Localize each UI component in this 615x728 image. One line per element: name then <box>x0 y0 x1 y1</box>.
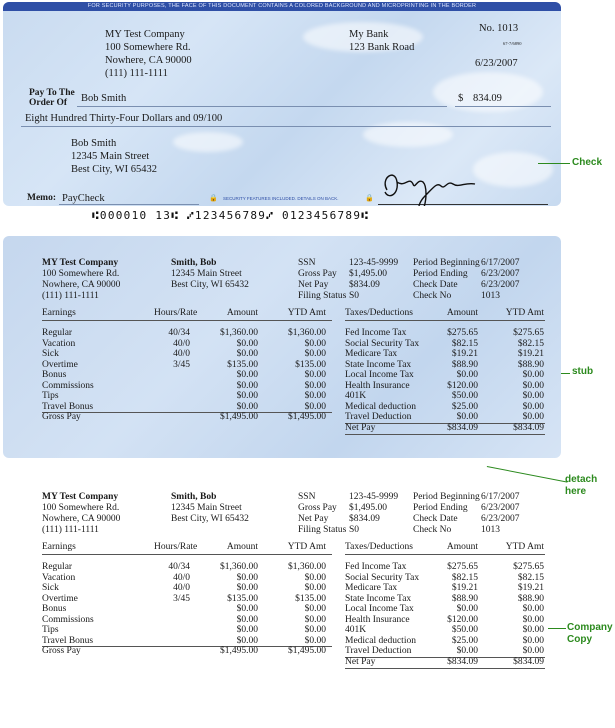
stub-tax-amount: $0.00 <box>456 412 478 422</box>
copy-earning-name: Commissions <box>42 614 94 625</box>
copy-earning-hours: 3/45 <box>173 593 190 604</box>
stub-earning-ytd: $0.00 <box>304 391 326 401</box>
copy-employee-street: 12345 Main Street <box>171 503 242 513</box>
stub-earning-hours: 40/0 <box>173 338 190 349</box>
payee-addr-name: Bob Smith <box>71 138 117 149</box>
copy-company-address1: 100 Somewhere Rd. <box>42 503 120 513</box>
stub-tax-name: Local Income Tax <box>345 370 414 380</box>
copy-tax-ytd: $88.90 <box>517 593 544 604</box>
copy-earning-name: Travel Bonus <box>42 635 94 646</box>
copy-employee-city: Best City, WI 65432 <box>171 514 249 524</box>
annotation-detach: detach here <box>565 474 598 497</box>
stub-gross-amount: $1,495.00 <box>220 412 258 422</box>
payer-name: MY Test Company <box>105 29 185 40</box>
copy-company-name: MY Test Company <box>42 492 119 502</box>
stub-company-phone: (111) 111-1111 <box>42 291 99 301</box>
stub-tax-amount: $275.65 <box>447 328 478 338</box>
stub-tax-ytd: $0.00 <box>522 380 544 391</box>
stub-gross-label: Gross Pay <box>42 412 81 422</box>
divider <box>345 554 545 555</box>
annotation-check: Check <box>572 157 603 168</box>
copy-tax-ytd: $0.00 <box>522 646 544 656</box>
copy-earning-name: Overtime <box>42 593 78 604</box>
stub-period-label: Period Beginning <box>413 258 480 268</box>
copy-hours-header: Hours/Rate <box>154 542 198 552</box>
stub-earning-amount: $0.00 <box>236 380 258 391</box>
copy-info-value: 123-45-9999 <box>349 492 399 502</box>
copy-tax-name: 401K <box>345 625 367 635</box>
payee-addr-street: 12345 Main Street <box>71 151 150 162</box>
copy-tax-ytd: $0.00 <box>522 635 544 646</box>
pointer-line <box>548 628 566 629</box>
copy-earning-amount: $0.00 <box>236 635 258 646</box>
copy-earning-name: Bonus <box>42 604 67 614</box>
security-note: SECURITY FEATURES INCLUDED. DETAILS ON BACK. <box>223 196 339 201</box>
stub-net-ytd: $834.09 <box>513 422 544 433</box>
copy-info-label: Filing Status <box>298 525 347 535</box>
copy-tax-amount: $275.65 <box>447 562 478 572</box>
stub-net-amount: $834.09 <box>447 422 478 433</box>
stub-tax-amount: $19.21 <box>451 349 478 359</box>
copy-earning-ytd: $135.00 <box>295 593 326 604</box>
stub-tax-amount: $0.00 <box>456 370 478 380</box>
stub-earning-name: Commissions <box>42 380 94 391</box>
copy-earning-amount: $1,360.00 <box>220 562 258 572</box>
stub-earning-amount: $0.00 <box>236 401 258 412</box>
copy-tax-ytd-header: YTD Amt <box>505 542 544 552</box>
copy-tax-ytd: $275.65 <box>513 562 544 572</box>
stub-tax-name: State Income Tax <box>345 359 412 370</box>
stub-info-value: S0 <box>349 291 360 301</box>
stub-tax-amount: $25.00 <box>451 401 478 412</box>
stub-earning-amount: $0.00 <box>236 391 258 401</box>
order-of-label: Order Of <box>29 98 68 108</box>
stub-tax-name: Travel Deduction <box>345 412 412 422</box>
copy-net-label: Net Pay <box>345 656 376 667</box>
copy-company-address2: Nowhere, CA 90000 <box>42 514 121 524</box>
stub-tax-ytd: $0.00 <box>522 370 544 380</box>
stub-tax-ytd: $275.65 <box>513 328 544 338</box>
copy-period-label: Check Date <box>413 514 458 524</box>
copy-ytd-header: YTD Amt <box>287 542 326 552</box>
stub-period-value: 6/23/2007 <box>481 280 520 290</box>
stub-tax-name: Health Insurance <box>345 380 410 391</box>
memo-label: Memo: <box>27 193 57 203</box>
stub-tax-amount: $88.90 <box>451 359 478 370</box>
copy-earning-ytd: $0.00 <box>304 583 326 593</box>
stub-earning-name: Sick <box>42 349 59 359</box>
stub-info-label: Gross Pay <box>298 269 337 279</box>
copy-earning-ytd: $0.00 <box>304 625 326 635</box>
stub-info-label: Filing Status <box>298 291 347 301</box>
copy-period-value: 1013 <box>481 525 500 535</box>
amount-words: Eight Hundred Thirty-Four Dollars and 09/100 <box>25 113 223 124</box>
stub-period-label: Check No <box>413 291 452 301</box>
stub-tax-ytd: $0.00 <box>522 391 544 401</box>
stub-period-value: 1013 <box>481 291 500 301</box>
stub-tax-ytd-header: YTD Amt <box>505 308 544 318</box>
stub-employee-name: Smith, Bob <box>171 258 217 268</box>
copy-earning-amount: $135.00 <box>227 593 258 604</box>
stub-tax-ytd: $88.90 <box>517 359 544 370</box>
copy-tax-ytd: $0.00 <box>522 614 544 625</box>
copy-period-label: Period Beginning <box>413 492 480 502</box>
copy-employee-name: Smith, Bob <box>171 492 217 502</box>
stub-tax-name: Social Security Tax <box>345 338 420 349</box>
copy-earning-ytd: $0.00 <box>304 572 326 583</box>
amount: 834.09 <box>473 93 502 104</box>
divider <box>42 554 332 555</box>
copy-period-label: Period Ending <box>413 503 468 513</box>
copy-amount-header: Amount <box>226 542 258 552</box>
copy-earning-amount: $0.00 <box>236 583 258 593</box>
copy-earning-hours: 40/34 <box>168 562 190 572</box>
copy-earning-amount: $0.00 <box>236 614 258 625</box>
stub-earning-ytd: $0.00 <box>304 338 326 349</box>
stub-earning-ytd: $0.00 <box>304 349 326 359</box>
copy-gross-amount: $1,495.00 <box>220 646 258 656</box>
stub-earning-amount: $135.00 <box>227 359 258 370</box>
copy-tax-name: Travel Deduction <box>345 646 412 656</box>
stub-amount-header: Amount <box>226 308 258 318</box>
annotation-stub: stub <box>572 366 594 377</box>
stub-period-label: Check Date <box>413 280 458 290</box>
stub-tax-ytd: $0.00 <box>522 401 544 412</box>
copy-tax-ytd: $82.15 <box>517 572 544 583</box>
stub-taxes-header: Taxes/Deductions <box>345 308 413 318</box>
stub-earning-ytd: $135.00 <box>295 359 326 370</box>
copy-tax-ytd: $0.00 <box>522 625 544 635</box>
copy-net-ytd: $834.09 <box>513 656 544 667</box>
copy-tax-name: State Income Tax <box>345 593 412 604</box>
copy-tax-amount: $88.90 <box>451 593 478 604</box>
stub-earning-amount: $0.00 <box>236 349 258 359</box>
stub-earning-ytd: $1,360.00 <box>288 328 326 338</box>
copy-tax-amount: $120.00 <box>447 614 478 625</box>
stub-tax-name: Fed Income Tax <box>345 328 407 338</box>
divider <box>345 668 545 669</box>
stub-tax-name: 401K <box>345 391 367 401</box>
stub-company-address1: 100 Somewhere Rd. <box>42 269 120 279</box>
stub-company-name: MY Test Company <box>42 258 119 268</box>
copy-earning-amount: $0.00 <box>236 604 258 614</box>
stub-earning-amount: $0.00 <box>236 370 258 380</box>
memo-value: PayCheck <box>62 193 105 204</box>
dollar-sign: $ <box>458 93 464 104</box>
check-date: 6/23/2007 <box>475 58 518 69</box>
copy-info-label: Net Pay <box>298 514 329 524</box>
stub-earning-name: Bonus <box>42 370 67 380</box>
stub-earning-hours: 3/45 <box>173 359 190 370</box>
stub-earning-name: Regular <box>42 328 73 338</box>
copy-earning-name: Regular <box>42 562 73 572</box>
stub-gross-ytd: $1,495.00 <box>288 412 326 422</box>
stub-hours-header: Hours/Rate <box>154 308 198 318</box>
stub-employee-city: Best City, WI 65432 <box>171 280 249 290</box>
stub-earning-amount: $0.00 <box>236 338 258 349</box>
copy-period-value: 6/23/2007 <box>481 503 520 513</box>
copy-tax-name: Local Income Tax <box>345 604 414 614</box>
copy-gross-label: Gross Pay <box>42 646 81 656</box>
signature <box>375 160 485 206</box>
copy-info-label: SSN <box>298 492 316 502</box>
stub-earning-name: Vacation <box>42 338 76 349</box>
payer-address2: Nowhere, CA 90000 <box>105 55 192 66</box>
annotation-company-copy: Company Copy <box>567 622 613 645</box>
copy-tax-amount: $0.00 <box>456 646 478 656</box>
stub-info-label: SSN <box>298 258 316 268</box>
pointer-line <box>538 163 570 164</box>
copy-taxes-header: Taxes/Deductions <box>345 542 413 552</box>
copy-tax-ytd: $0.00 <box>522 604 544 614</box>
divider <box>42 320 332 321</box>
bank-name: My Bank <box>349 29 389 40</box>
payer-phone: (111) 111-1111 <box>105 68 168 79</box>
copy-tax-name: Fed Income Tax <box>345 562 407 572</box>
lock-icon: 🔒 <box>209 194 218 202</box>
copy-gross-ytd: $1,495.00 <box>288 646 326 656</box>
copy-info-value: $834.09 <box>349 514 380 524</box>
copy-tax-ytd: $19.21 <box>517 583 544 593</box>
copy-earning-hours: 40/0 <box>173 583 190 593</box>
stub-ytd-header: YTD Amt <box>287 308 326 318</box>
stub-earning-ytd: $0.00 <box>304 401 326 412</box>
stub-tax-ytd: $19.21 <box>517 349 544 359</box>
stub-earning-amount: $1,360.00 <box>220 328 258 338</box>
stub-earning-ytd: $0.00 <box>304 370 326 380</box>
stub-info-value: $1,495.00 <box>349 269 387 279</box>
security-banner: FOR SECURITY PURPOSES, THE FACE OF THIS DOCUMENT CONTAINS A COLORED BACKGROUND AND MICROPRINTING IN THE BORDER <box>3 2 561 11</box>
copy-earning-amount: $0.00 <box>236 572 258 583</box>
stub-employee-street: 12345 Main Street <box>171 269 242 279</box>
copy-info-label: Gross Pay <box>298 503 337 513</box>
copy-net-amount: $834.09 <box>447 656 478 667</box>
stub-tax-amount: $120.00 <box>447 380 478 391</box>
copy-earnings-header: Earnings <box>42 542 76 552</box>
copy-tax-amount: $19.21 <box>451 583 478 593</box>
copy-earning-amount: $0.00 <box>236 625 258 635</box>
stub-period-value: 6/17/2007 <box>481 258 520 268</box>
copy-earning-ytd: $0.00 <box>304 614 326 625</box>
stub-earning-ytd: $0.00 <box>304 380 326 391</box>
copy-tax-amount: $0.00 <box>456 604 478 614</box>
copy-tax-amount: $25.00 <box>451 635 478 646</box>
copy-period-label: Check No <box>413 525 452 535</box>
check <box>3 2 561 206</box>
stub-period-value: 6/23/2007 <box>481 269 520 279</box>
payer-address1: 100 Somewhere Rd. <box>105 42 191 53</box>
copy-earning-name: Sick <box>42 583 59 593</box>
copy-tax-name: Health Insurance <box>345 614 410 625</box>
stub-tax-ytd: $0.00 <box>522 412 544 422</box>
stub-earning-name: Travel Bonus <box>42 401 94 412</box>
lock-icon: 🔒 <box>365 194 374 202</box>
copy-earning-hours: 40/0 <box>173 572 190 583</box>
stub-company-address2: Nowhere, CA 90000 <box>42 280 121 290</box>
fraction-code: 67-7/6890 <box>503 41 522 46</box>
copy-info-value: $1,495.00 <box>349 503 387 513</box>
stub-tax-amount-header: Amount <box>446 308 478 318</box>
stub-earning-name: Tips <box>42 391 59 401</box>
stub-info-value: $834.09 <box>349 280 380 290</box>
copy-earning-ytd: $1,360.00 <box>288 562 326 572</box>
payee-addr-city: Best City, WI 65432 <box>71 164 158 175</box>
stub-tax-amount: $50.00 <box>451 391 478 401</box>
bank-address: 123 Bank Road <box>349 42 415 53</box>
divider <box>345 434 545 435</box>
stub-period-label: Period Ending <box>413 269 468 279</box>
check-number: No. 1013 <box>479 23 519 34</box>
copy-tax-amount: $82.15 <box>451 572 478 583</box>
copy-tax-amount-header: Amount <box>446 542 478 552</box>
pay-to-label: Pay To The <box>29 88 75 98</box>
stub-earning-hours: 40/34 <box>168 328 190 338</box>
stub-info-label: Net Pay <box>298 280 329 290</box>
copy-earning-name: Vacation <box>42 572 76 583</box>
copy-info-value: S0 <box>349 525 360 535</box>
copy-earning-name: Tips <box>42 625 59 635</box>
stub-earning-name: Overtime <box>42 359 78 370</box>
copy-earning-ytd: $0.00 <box>304 604 326 614</box>
stub-tax-amount: $82.15 <box>451 338 478 349</box>
copy-period-value: 6/23/2007 <box>481 514 520 524</box>
copy-tax-name: Social Security Tax <box>345 572 420 583</box>
copy-tax-name: Medical deduction <box>345 635 416 646</box>
stub-earnings-header: Earnings <box>42 308 76 318</box>
stub-tax-name: Medical deduction <box>345 401 416 412</box>
payee-name: Bob Smith <box>81 93 127 104</box>
stub-info-value: 123-45-9999 <box>349 258 399 268</box>
copy-tax-name: Medicare Tax <box>345 583 398 593</box>
copy-company-phone: (111) 111-1111 <box>42 525 99 535</box>
copy-period-value: 6/17/2007 <box>481 492 520 502</box>
micr-line: ⑆000010 13⑆ ⑇123456789⑇ 0123456789⑆ <box>92 209 370 222</box>
pointer-line <box>487 466 568 483</box>
copy-tax-amount: $50.00 <box>451 625 478 635</box>
stub-tax-ytd: $82.15 <box>517 338 544 349</box>
stub-earning-hours: 40/0 <box>173 349 190 359</box>
stub-net-label: Net Pay <box>345 422 376 433</box>
divider <box>345 320 545 321</box>
stub-tax-name: Medicare Tax <box>345 349 398 359</box>
copy-earning-ytd: $0.00 <box>304 635 326 646</box>
